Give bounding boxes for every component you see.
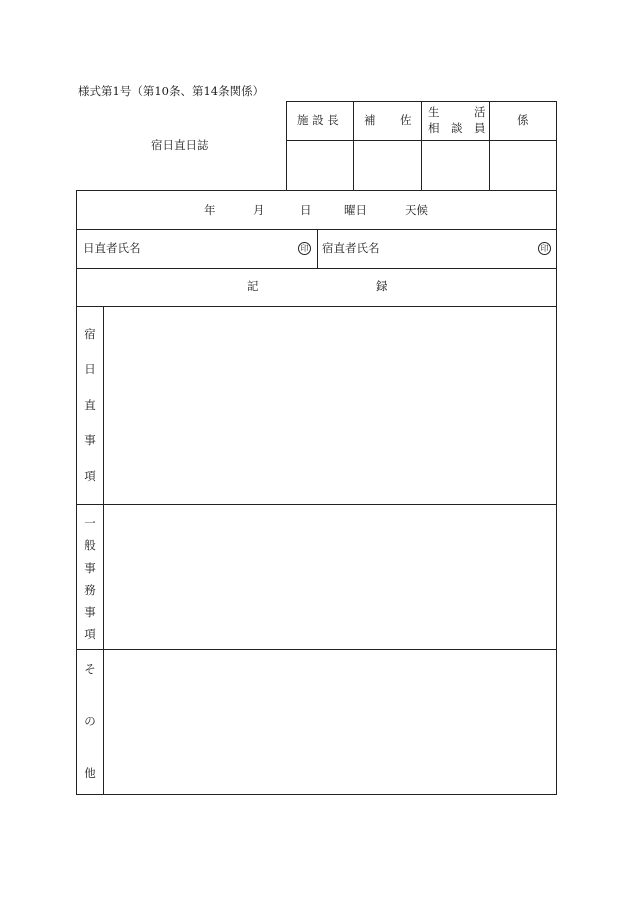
- approval-assistant-label-b: 佐: [400, 113, 412, 127]
- night-day-duty-notes-area[interactable]: [104, 307, 556, 504]
- approval-director-label: 施 設 長: [297, 113, 339, 127]
- approval-assistant-label-a: 補: [364, 113, 376, 127]
- day-duty-label: 日直者氏名: [83, 241, 141, 255]
- approval-staff-label: 係: [517, 113, 529, 127]
- section3-char: の: [84, 714, 96, 728]
- form-reference: 様式第1号（第10条、第14条関係）: [78, 84, 265, 98]
- approval-counselor-stamp-cell[interactable]: [422, 141, 489, 190]
- date-month-label: 月: [253, 203, 265, 217]
- section2-char: 般: [84, 538, 96, 552]
- section2-char: 務: [84, 583, 96, 597]
- approval-director-stamp-cell[interactable]: [287, 141, 353, 190]
- section3-char: そ: [84, 662, 96, 676]
- date-weekday-label: 曜日: [344, 203, 367, 217]
- approval-counselor-label-c: 相 談 員: [428, 121, 486, 135]
- section1-char: 宿: [84, 327, 96, 341]
- day-duty-seal-icon: 印: [298, 242, 311, 255]
- night-duty-seal-icon: 印: [538, 242, 551, 255]
- other-notes-area[interactable]: [104, 650, 556, 794]
- approval-assistant-stamp-cell[interactable]: [354, 141, 421, 190]
- section2-char: 事: [84, 605, 96, 619]
- approval-staff-stamp-cell[interactable]: [490, 141, 556, 190]
- date-day-label: 日: [300, 203, 312, 217]
- date-year-label: 年: [204, 203, 216, 217]
- section1-char: 日: [84, 362, 96, 376]
- date-weather-label: 天候: [405, 203, 428, 217]
- section3-char: 他: [84, 766, 96, 780]
- approval-counselor-label-a: 生: [428, 105, 440, 119]
- record-ki-label: 記: [247, 279, 259, 293]
- section1-char: 項: [84, 469, 96, 483]
- record-roku-label: 録: [376, 279, 388, 293]
- page-title: 宿日直日誌: [151, 138, 209, 152]
- approval-counselor-label-b: 活: [474, 105, 486, 119]
- general-affairs-notes-area[interactable]: [104, 505, 556, 649]
- section2-char: 一: [84, 516, 96, 530]
- section2-char: 事: [84, 561, 96, 575]
- section1-char: 事: [84, 433, 96, 447]
- section1-char: 直: [84, 398, 96, 412]
- section2-char: 項: [84, 627, 96, 641]
- night-duty-label: 宿直者氏名: [322, 241, 380, 255]
